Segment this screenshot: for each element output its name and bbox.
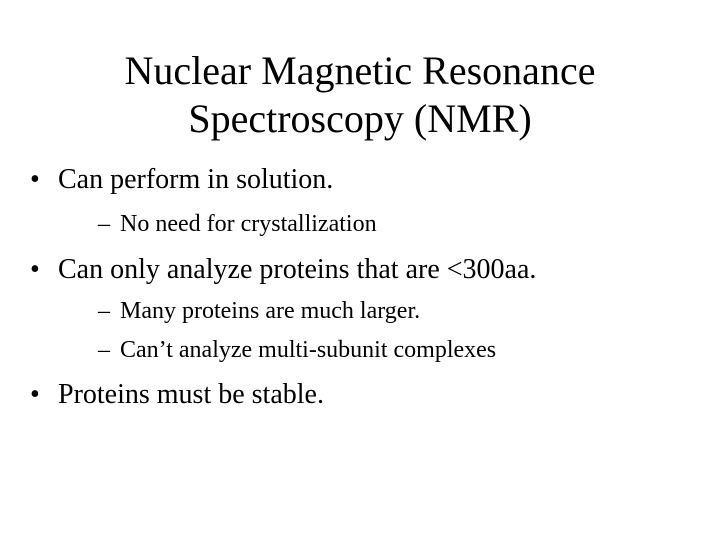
sub-bullet-marker: – — [98, 211, 110, 237]
slide-title-line-2: Spectroscopy (NMR) — [188, 96, 532, 141]
bullet-marker: • — [30, 164, 40, 195]
sub-bullet-text: Many proteins are much larger. — [120, 298, 421, 324]
bullet-text: Can perform in solution. — [58, 164, 334, 195]
sub-bullet-text: No need for crystallization — [120, 211, 377, 237]
bullet-text: Can only analyze proteins that are <300aa. — [58, 254, 537, 285]
sub-bullet-text: Can’t analyze multi-subunit complexes — [120, 337, 497, 363]
sub-bullet-item-2-1 — [98, 296, 698, 326]
bullet-item-1 — [30, 163, 690, 197]
slide-title-line-1: Nuclear Magnetic Resonance — [124, 48, 596, 93]
sub-bullet-item-2-2 — [98, 335, 698, 365]
sub-bullet-marker: – — [98, 298, 110, 324]
sub-bullet-item-1-1 — [98, 209, 698, 239]
bullet-marker: • — [30, 379, 40, 410]
bullet-item-3 — [30, 378, 690, 412]
sub-bullet-marker: – — [98, 337, 110, 363]
bullet-text: Proteins must be stable. — [58, 379, 324, 410]
slide-title — [60, 47, 660, 143]
bullet-item-2 — [30, 253, 690, 287]
bullet-marker: • — [30, 254, 40, 285]
